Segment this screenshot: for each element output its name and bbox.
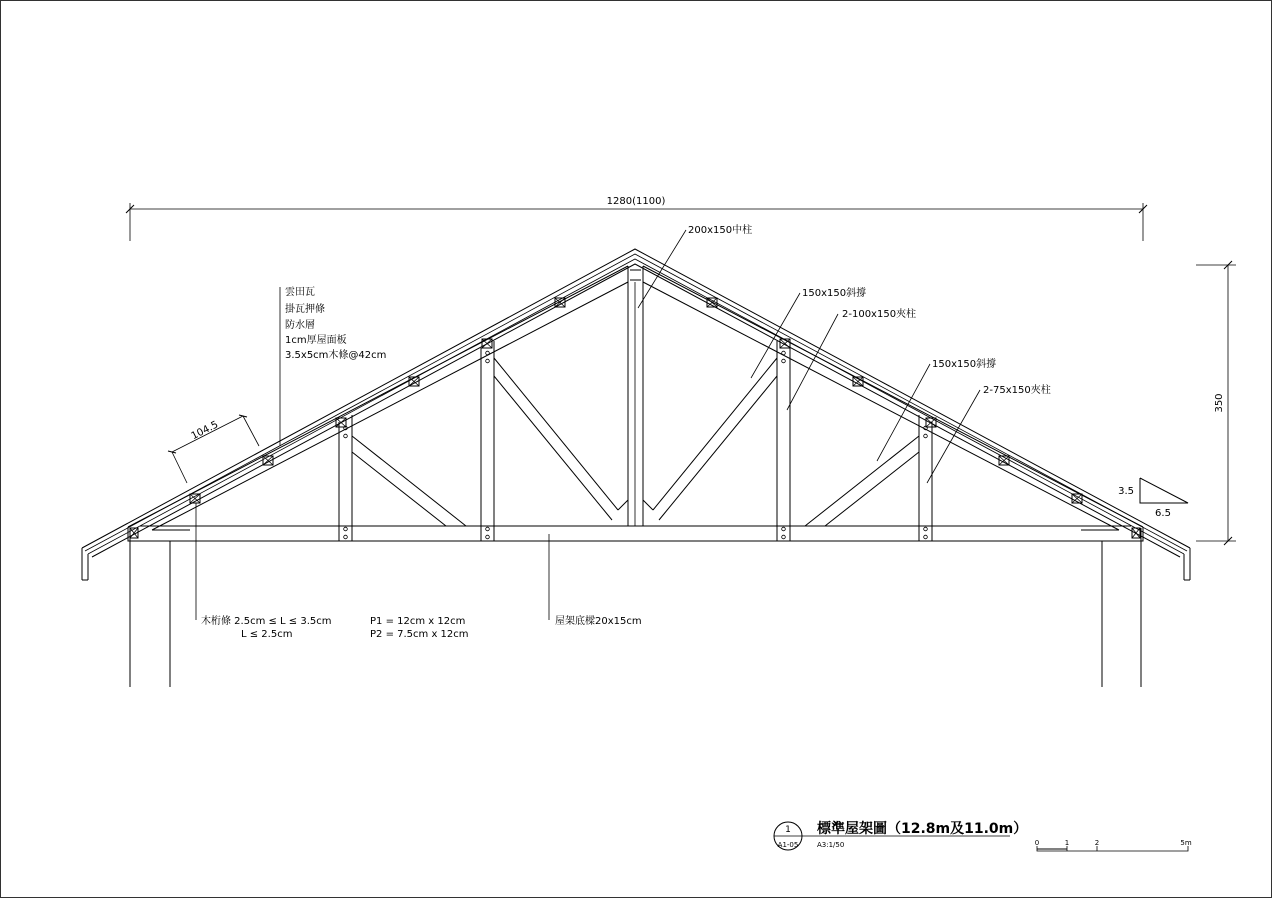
- sheet-number: A1-05: [777, 841, 799, 849]
- callout-strut-outer: [877, 357, 996, 461]
- callout-clamp-post-inner-label: 2-100x150夾柱: [842, 309, 917, 320]
- callout-king-post-label: 200x150中柱: [688, 225, 753, 236]
- king-post: [628, 266, 643, 526]
- callout-bottom-chord-label: 屋架底樑20x15cm: [555, 616, 642, 627]
- roof-layer: 1cm厚屋面板: [285, 335, 347, 346]
- drawing-title: 標準屋架圖（12.8m及11.0m）: [817, 821, 1028, 837]
- span-dimension-label: 1280(1100): [606, 196, 666, 207]
- height-dimension-label: 350: [1214, 393, 1225, 413]
- support-columns: [130, 528, 1141, 687]
- scale-bar-label: 1: [1064, 839, 1070, 847]
- scale-bar-label: 0: [1034, 839, 1040, 847]
- bottom-chord: [140, 526, 1131, 541]
- drawing-scale: A3:1/50: [817, 841, 845, 849]
- purlin: [1132, 528, 1140, 538]
- drawing-number: 1: [785, 825, 791, 835]
- slope-indicator: [1118, 478, 1188, 519]
- eave-dimension: [168, 415, 259, 483]
- purlin-note-p2: P2 = 7.5cm x 12cm: [370, 629, 469, 640]
- purlin-note-line2: L ≤ 2.5cm: [241, 629, 293, 640]
- purlin-note: [196, 503, 469, 640]
- purlin: [926, 418, 936, 427]
- roof-layer: 3.5x5cm木條@42cm: [285, 350, 387, 361]
- callout-strut-outer-label: 150x150斜撐: [932, 359, 997, 370]
- span-dimension: [126, 196, 1147, 241]
- diagonal-struts: [352, 358, 919, 526]
- callout-strut-inner-label: 150x150斜撐: [802, 288, 867, 299]
- callout-bottom-chord: [549, 534, 642, 627]
- slope-run-label: 6.5: [1155, 508, 1171, 519]
- sheet-border: [1, 1, 1272, 898]
- title-block: [774, 820, 1027, 850]
- callout-clamp-post-outer-label: 2-75x150夾柱: [983, 385, 1051, 396]
- roof-layer: 雲田瓦: [285, 287, 315, 298]
- slope-rise-label: 3.5: [1118, 486, 1134, 497]
- scale-bar-label: 5m: [1180, 839, 1192, 847]
- scale-bar: [1035, 839, 1192, 851]
- scale-bar-label: 2: [1094, 839, 1100, 847]
- eave-dimension-label: 104.5: [189, 419, 221, 443]
- roof-layer: 掛瓦押條: [285, 304, 325, 315]
- callout-king-post: [638, 223, 752, 308]
- purlin-note-line1: 木桁條 2.5cm ≤ L ≤ 3.5cm: [201, 616, 332, 627]
- purlin: [482, 339, 492, 348]
- height-dimension: [1196, 261, 1236, 545]
- bolts: [344, 351, 928, 539]
- roof-covering: [82, 249, 1190, 580]
- roof-layer: 防水層: [285, 320, 315, 331]
- purlin: [336, 418, 346, 427]
- purlin-note-p1: P1 = 12cm x 12cm: [370, 616, 466, 627]
